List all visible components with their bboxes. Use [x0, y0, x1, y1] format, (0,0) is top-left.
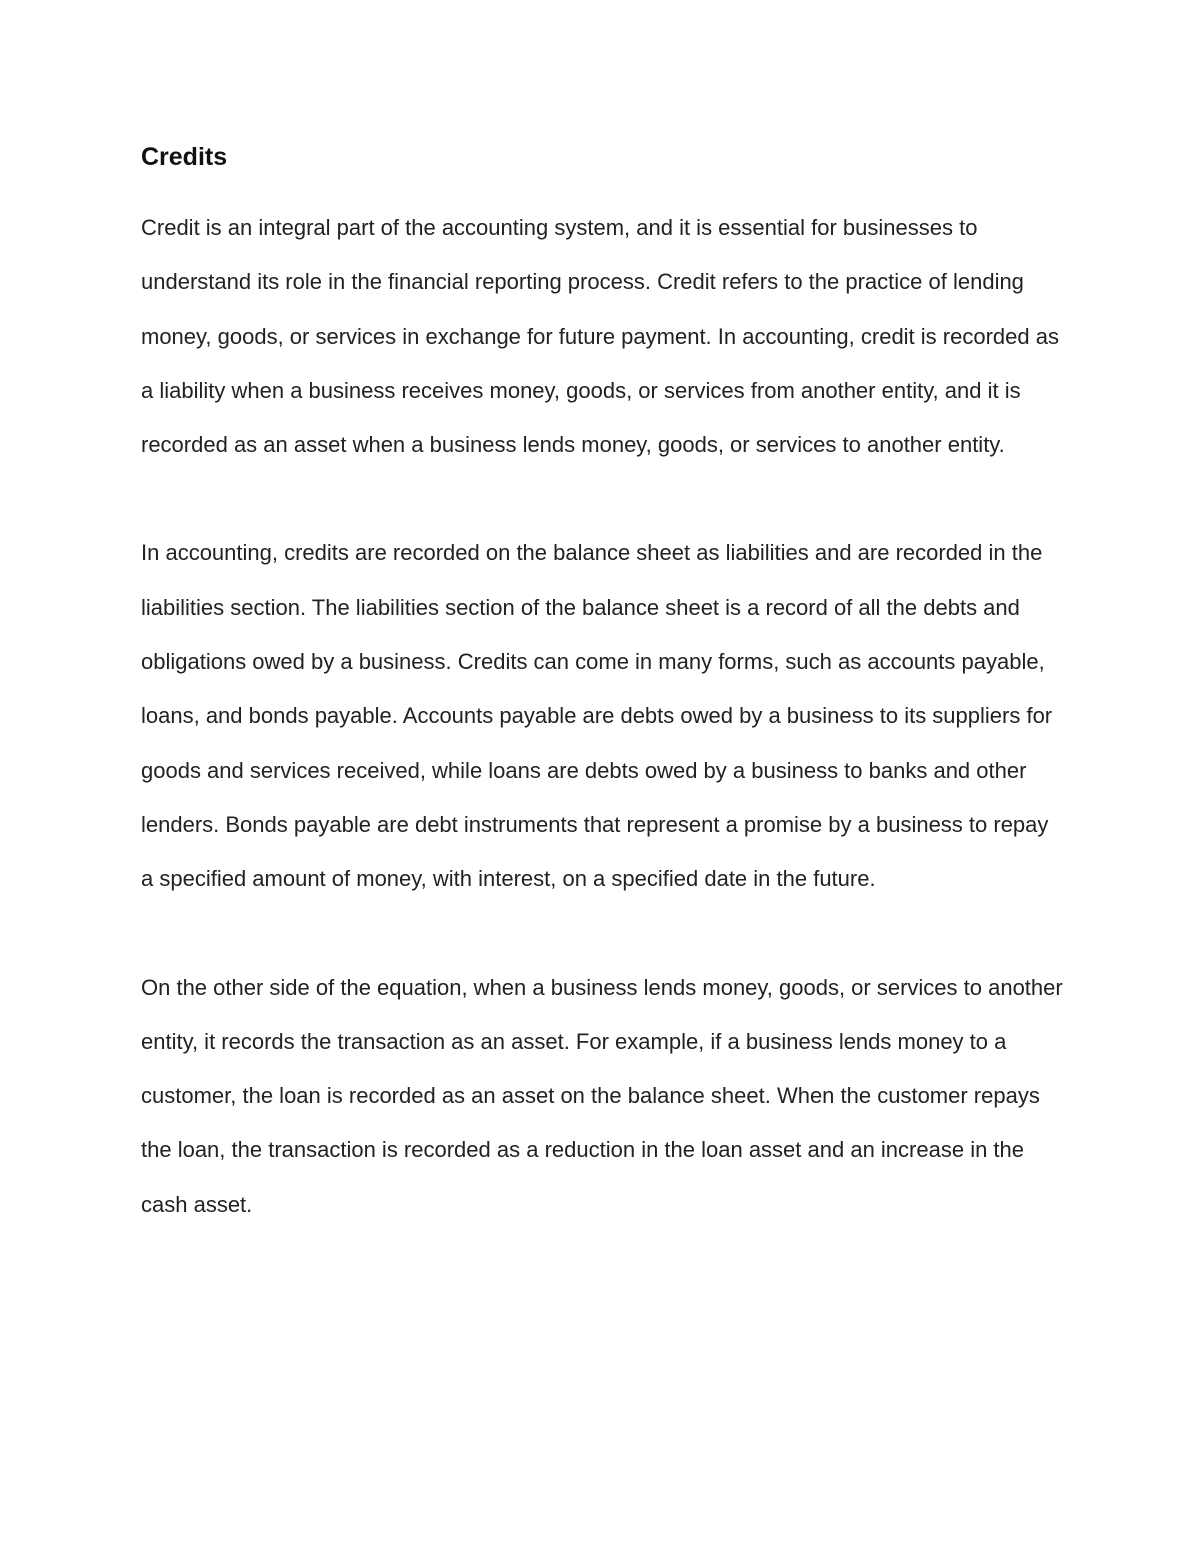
document-title: Credits: [141, 143, 228, 171]
paragraph-credit-definition: Credit is an integral part of the accounting system, and it is essential for businesses to understand its role in the financial reporting process. Credit refers to the practice of lending money, goods, or services in exchange for future payment. In accounting, credit is recorded as a liability when a business receives money, goods, or services from another entity, and it is recorded as an asset when a business lends money, goods, or services to another entity.: [141, 215, 1059, 458]
paragraph-credits-liabilities: In accounting, credits are recorded on the balance sheet as liabilities and are recorded in the liabilities section. The liabilities section of the balance sheet is a record of all the debts and obligations owed by a business. Credits can come in many forms, such as accounts payable, loans, and bonds payable. Accounts payable are debts owed by a business to its suppliers for goods and services received, while loans are debts owed by a business to banks and other lenders. Bonds payable are debt instruments that represent a promise by a business to repay a specified amount of money, with interest, on a specified date in the future.: [141, 540, 1053, 892]
document-content: [141, 138, 1066, 1232]
paragraph-credits-assets: On the other side of the equation, when a business lends money, goods, or services to another entity, it records the transaction as an asset. For example, if a business lends money to a customer, the loan is recorded as an asset on the balance sheet. When the customer repays the loan, the transaction is recorded as a reduction in the loan asset and an increase in the cash asset.: [141, 974, 1063, 1217]
